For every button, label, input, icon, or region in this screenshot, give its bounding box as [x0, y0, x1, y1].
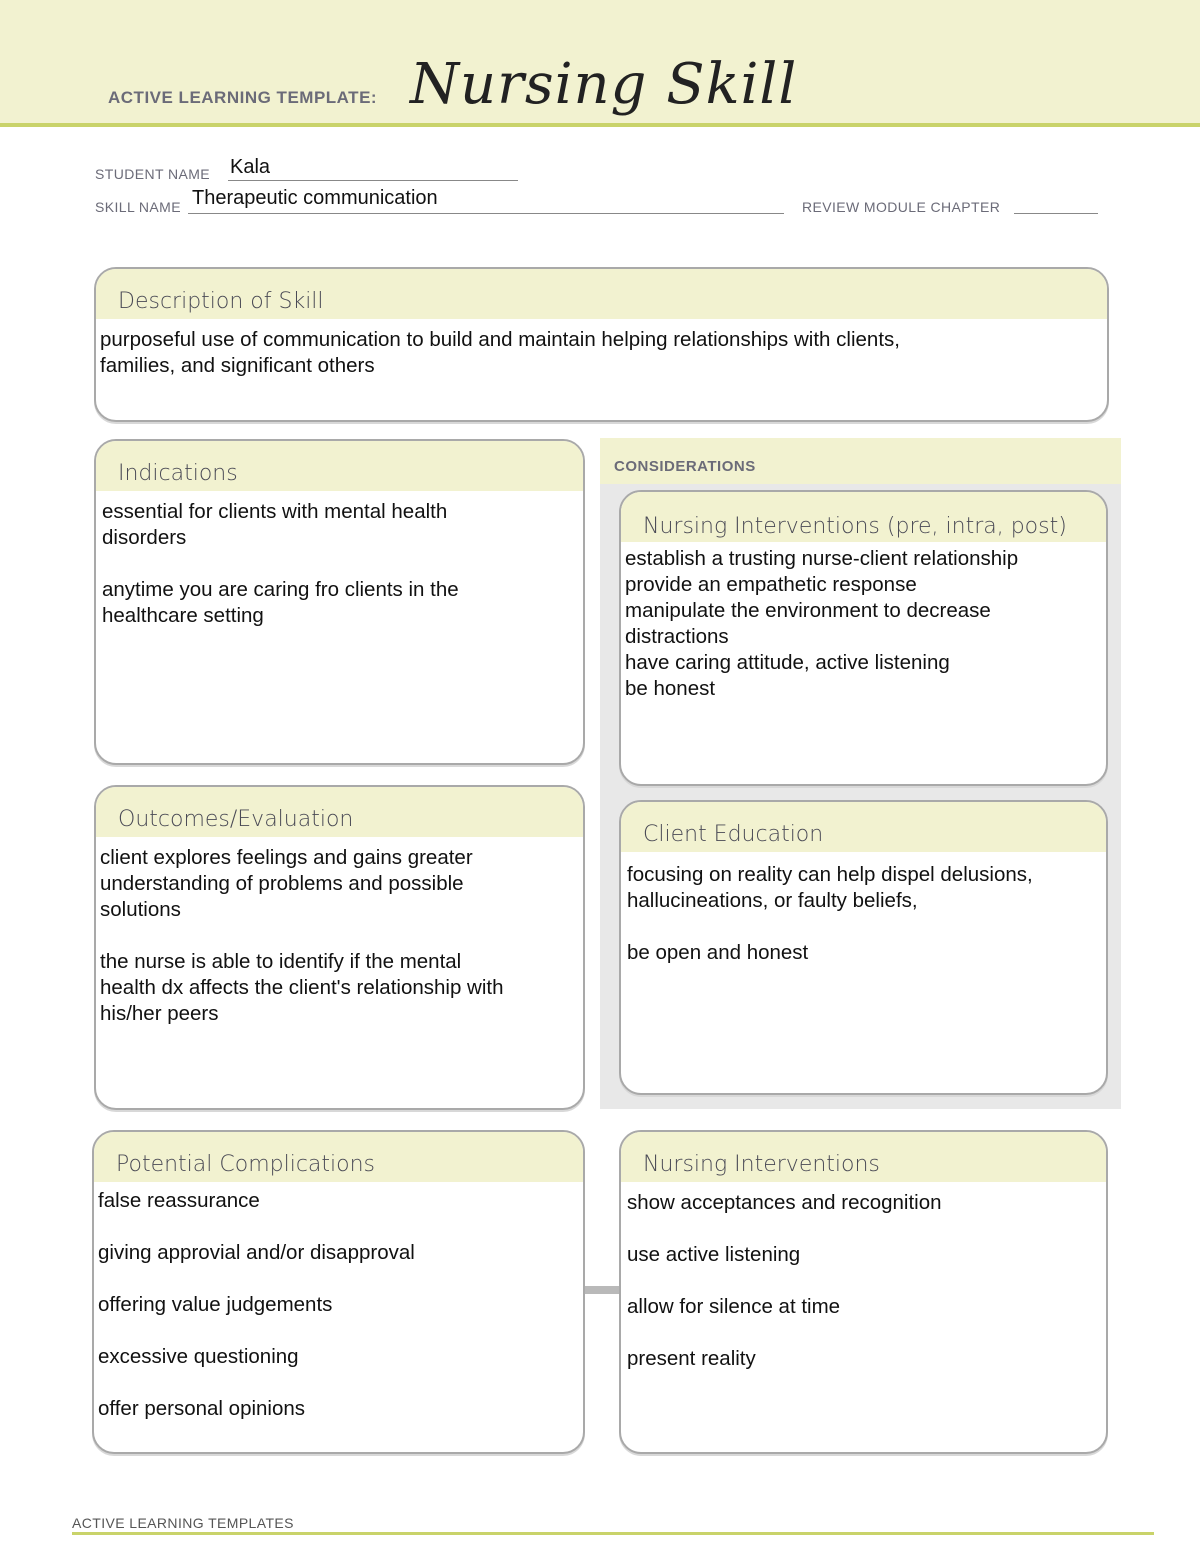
complications-line: giving approvial and/or disapproval [98, 1241, 415, 1264]
outcomes-line: client explores feelings and gains greater [100, 846, 473, 869]
outcomes-line: health dx affects the client's relationship with [100, 976, 504, 999]
nursing-interventions-line: present reality [627, 1347, 756, 1370]
outcomes-line: understanding of problems and possible [100, 872, 464, 895]
client-education-line: focusing on reality can help dispel delusions, [627, 863, 1033, 886]
indications-line: essential for clients with mental health [102, 500, 448, 523]
nursing-interventions-pre-line: provide an empathetic response [625, 573, 917, 596]
skill-name-underline [188, 213, 784, 214]
review-module-field[interactable] [1014, 213, 1098, 214]
indications-line: disorders [102, 526, 187, 549]
nursing-interventions-pre-line: be honest [625, 677, 716, 700]
footer-label: ACTIVE LEARNING TEMPLATES [72, 1515, 294, 1531]
nursing-interventions-pre-line: establish a trusting nurse-client relationship [625, 547, 1019, 570]
indications-line: anytime you are caring fro clients in the [102, 578, 459, 601]
nursing-interventions-pre-box [619, 490, 1108, 786]
outcomes-text[interactable] [100, 845, 575, 1027]
complications-line: false reassurance [98, 1189, 260, 1212]
complications-line: offer personal opinions [98, 1397, 306, 1420]
nursing-interventions-pre-title: Nursing Interventions (pre, intra, post) [643, 514, 1067, 539]
outcomes-line: his/her peers [100, 1002, 219, 1025]
nursing-interventions-title: Nursing Interventions [643, 1152, 880, 1177]
client-education-text[interactable] [627, 862, 1098, 966]
indications-box [94, 439, 585, 765]
complications-title: Potential Complications [116, 1152, 375, 1177]
outcomes-line: solutions [100, 898, 181, 921]
description-title: Description of Skill [118, 289, 324, 314]
student-name-underline [228, 180, 518, 181]
footer-rule [72, 1532, 1154, 1535]
complications-line: excessive questioning [98, 1345, 299, 1368]
description-line: purposeful use of communication to build and maintain helping relationships with clients, [100, 328, 900, 351]
nursing-interventions-pre-text[interactable] [625, 546, 1098, 702]
client-education-line: hallucineations, or faulty beliefs, [627, 889, 918, 912]
skill-name-label: SKILL NAME [95, 199, 181, 215]
connector-bar [583, 1286, 620, 1294]
description-line: families, and significant others [100, 354, 375, 377]
outcomes-line: the nurse is able to identify if the mental [100, 950, 462, 973]
outcomes-box [94, 785, 585, 1110]
indications-text[interactable] [102, 499, 575, 629]
complications-line: offering value judgements [98, 1293, 333, 1316]
skill-name-field[interactable]: Therapeutic communication [192, 187, 438, 209]
complications-box [92, 1130, 585, 1454]
nursing-interventions-box [619, 1130, 1108, 1454]
nursing-interventions-line: use active listening [627, 1243, 801, 1266]
indications-title: Indications [118, 461, 238, 486]
outcomes-title: Outcomes/Evaluation [118, 807, 354, 832]
client-education-title: Client Education [643, 822, 824, 847]
header-rule [0, 123, 1200, 127]
nursing-interventions-text[interactable] [627, 1190, 1098, 1372]
review-module-label: REVIEW MODULE CHAPTER [802, 199, 1001, 215]
nursing-interventions-pre-line: have caring attitude, active listening [625, 651, 950, 674]
description-box [94, 267, 1109, 422]
description-text[interactable] [100, 327, 1099, 379]
nursing-interventions-line: allow for silence at time [627, 1295, 841, 1318]
nursing-interventions-pre-line: manipulate the environment to decrease [625, 599, 991, 622]
considerations-label: CONSIDERATIONS [614, 458, 756, 475]
client-education-line: be open and honest [627, 941, 809, 964]
indications-line: healthcare setting [102, 604, 264, 627]
nursing-interventions-line: show acceptances and recognition [627, 1191, 942, 1214]
student-name-label: STUDENT NAME [95, 166, 210, 182]
student-name-field[interactable]: Kala [230, 156, 271, 178]
complications-text[interactable] [98, 1188, 575, 1422]
template-label: ACTIVE LEARNING TEMPLATE: [108, 88, 378, 107]
client-education-box [619, 800, 1108, 1095]
nursing-interventions-pre-line: distractions [625, 625, 729, 648]
page-title: Nursing Skill [410, 52, 798, 117]
